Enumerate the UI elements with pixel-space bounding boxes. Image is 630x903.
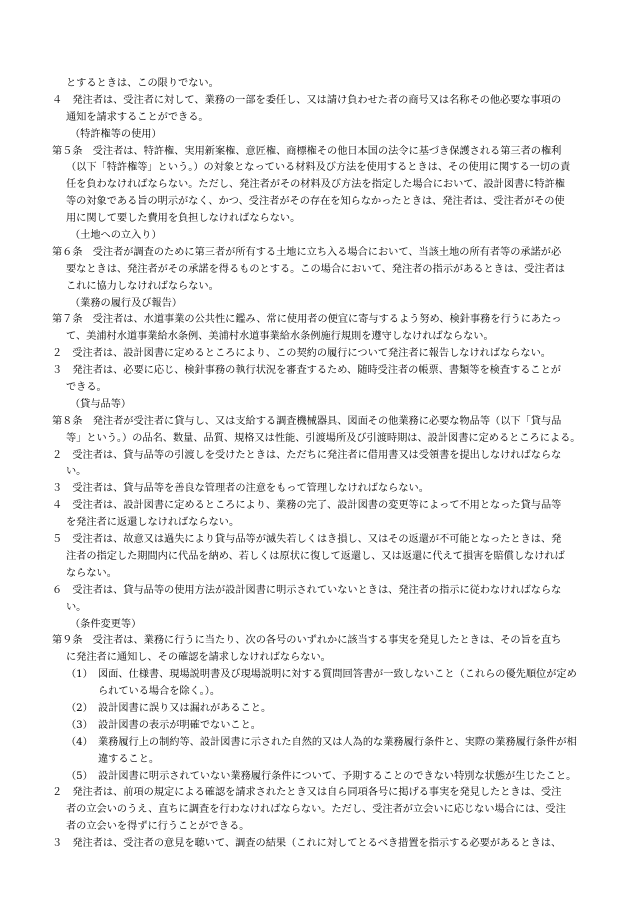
text-line: ４ 受注者は、設計図書に定めるところにより、業務の完了、設計図書の変更等によって不用となった貸与品等 bbox=[52, 500, 562, 512]
text-line: 第６条 受注者が調査のために第三者が所有する土地に立ち入る場合において、当該土地の所有者等の承諾が必 bbox=[52, 246, 562, 258]
text-line: ２ 受注者は、貸与品等の引渡しを受けたときは、ただちに発注者に借用書又は受領書を提出しなければならな bbox=[52, 449, 562, 461]
text-line: られている場合を除く。）。 bbox=[98, 686, 221, 698]
text-line: い。 bbox=[66, 601, 87, 613]
section-heading: （土地への立入り） bbox=[70, 230, 162, 242]
text-line: ６ 受注者は、貸与品等の使用方法が設計図書に明示されていないときは、発注者の指示に従わなければならな bbox=[52, 584, 562, 596]
text-line: ならない。 bbox=[66, 567, 117, 579]
text-line: 違すること。 bbox=[98, 753, 160, 765]
text-line: ３ 受注者は、貸与品等を善良な管理者の注意をもって管理しなければならない。 bbox=[52, 483, 429, 495]
text-line: ２ 受注者は、設計図書に定めるところにより、この契約の履行について発注者に報告しなければならない。 bbox=[52, 348, 551, 360]
text-line: 注者の指定した期間内に代品を納め、若しくは原状に復して返還し、又は返還に代えて損害を賠償しなければ bbox=[66, 550, 565, 562]
text-line: できる。 bbox=[66, 382, 107, 394]
section-heading: （貸与品等） bbox=[70, 398, 132, 410]
section-heading: （特許権等の使用） bbox=[70, 128, 162, 140]
list-item: （1） 図面、仕様書、現場説明書及び現場説明に対する質問回答書が一致しないこと（これらの優先順位が定め bbox=[66, 669, 577, 681]
text-line: 任を負わなければならない。ただし、発注者がその材料及び方法を指定した場合において、設計図書に特許権 bbox=[66, 179, 565, 191]
text-line: 等の対象である旨の明示がなく、かつ、受注者がその存在を知らなかったときは、発注者は、受注者がその使 bbox=[66, 196, 565, 208]
text-line: 通知を請求することができる。 bbox=[66, 111, 209, 123]
text-line: ３ 発注者は、必要に応じ、検針事務の執行状況を審査するため、随時受注者の帳票、書類等を検査することが bbox=[52, 365, 561, 377]
text-line: 者の立会いのうえ、直ちに調査を行わなければならない。ただし、受注者が立会いに応じない場合には、受注 bbox=[66, 804, 566, 816]
text-line: 要なときは、発注者がその承諾を得るものとする。この場合において、発注者の指示があるときは、受注者は bbox=[66, 263, 565, 275]
section-heading: （業務の履行及び報告） bbox=[70, 297, 183, 309]
text-line: 者の立会いを得ずに行うことができる。 bbox=[66, 821, 250, 833]
list-item: （4） 業務履行上の制約等、設計図書に示された自然的又は人為的な業務履行条件と、実際の業務履行条件が相 bbox=[66, 736, 577, 748]
text-line: 用に関して要した費用を負担しなければならない。 bbox=[66, 213, 301, 225]
text-line: ３ 発注者は、受注者の意見を聴いて、調査の結果（これに対してとるべき措置を指示する必要があるときは、 bbox=[52, 838, 562, 850]
text-line: これに協力しなければならない。 bbox=[66, 280, 219, 292]
text-line: 第５条 受注者は、特許権、実用新案権、意匠権、商標権その他日本国の法令に基づき保護される第三者の権利 bbox=[52, 145, 562, 157]
section-heading: （条件変更等） bbox=[70, 618, 142, 630]
text-line: 等」という。）の品名、数量、品質、規格又は性能、引渡場所及び引渡時期は、設計図書に定めるところによる。 bbox=[66, 432, 581, 444]
list-item: （2） 設計図書に誤り又は漏れがあること。 bbox=[66, 702, 272, 714]
text-line: とするときは、この限りでない。 bbox=[66, 78, 219, 89]
text-line: に発注者に通知し、その確認を請求しなければならない。 bbox=[66, 652, 331, 664]
text-line: 第９条 受注者は、業務に行うに当たり、次の各号のいずれかに該当する事実を発見したときは、その旨を直ち bbox=[52, 635, 562, 647]
text-line: て、美浦村水道事業給水条例、美浦村水道事業給水条例施行規則を遵守しなければならない。 bbox=[66, 331, 494, 343]
text-line: を発注者に返還しなければならない。 bbox=[66, 517, 240, 529]
text-line: 第７条 受注者は、水道事業の公共性に鑑み、常に使用者の便宜に寄与するよう努め、検針事務を行うにあたっ bbox=[52, 314, 562, 326]
list-item: （3） 設計図書の表示が明確でないこと。 bbox=[66, 719, 261, 731]
text-line: （以下「特許権等」という。）の対象となっている材料及び方法を使用するときは、その使用に関する一切の責 bbox=[66, 162, 571, 174]
text-line: 第８条 発注者が受注者に貸与し、又は支給する調査機械器具、図面その他業務に必要な物品等（以下「貸与品 bbox=[52, 415, 562, 427]
text-line: ５ 受注者は、故意又は過失により貸与品等が滅失若しくはき損し、又はその返還が不可能となったときは、発 bbox=[52, 534, 562, 546]
text-line: ２ 発注者は、前項の規定による確認を請求されたとき又は自ら同項各号に掲げる事実を発見したときは、受注 bbox=[52, 787, 562, 799]
text-line: い。 bbox=[66, 466, 87, 478]
list-item: （5） 設計図書に明示されていない業務履行条件について、予期することのできない特別な状態が生じたこと。 bbox=[66, 770, 577, 782]
text-line: ４ 発注者は、受注者に対して、業務の一部を委任し、又は請け負わせた者の商号又は名称その他必要な事項の bbox=[52, 94, 562, 106]
